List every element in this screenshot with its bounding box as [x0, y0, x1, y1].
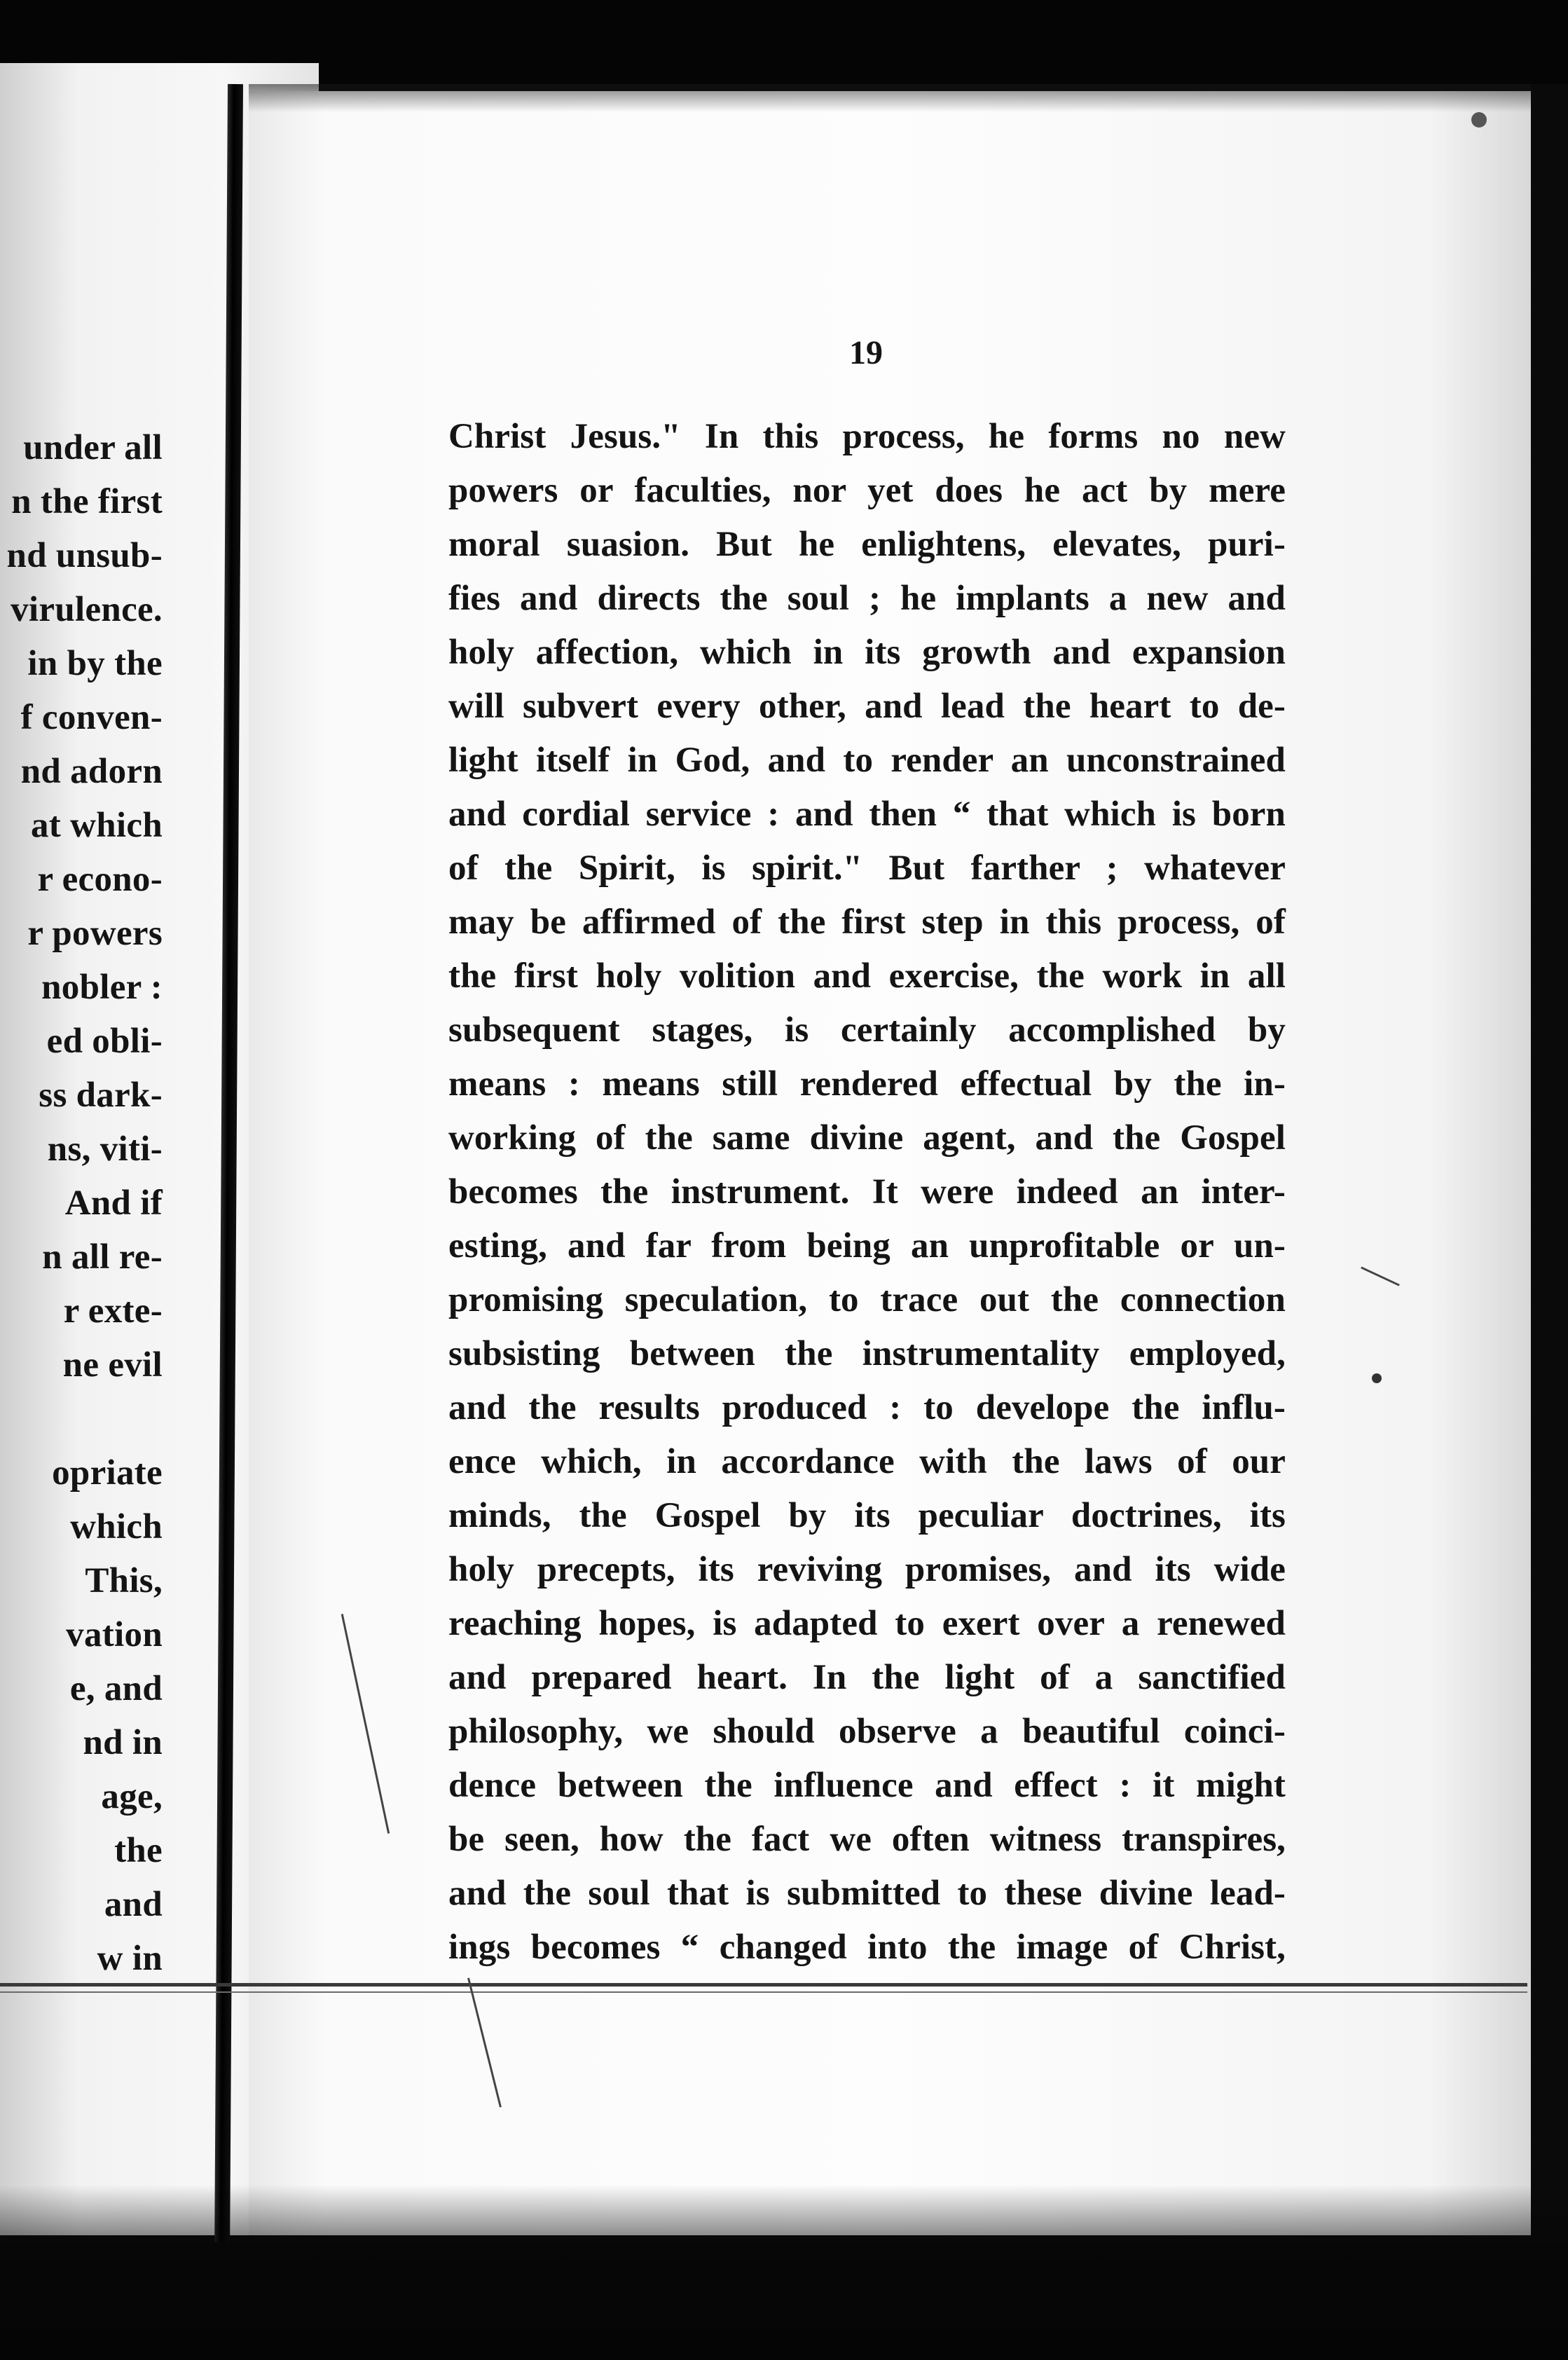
facing-page-line: which	[70, 1507, 163, 1546]
scan-speck	[1471, 112, 1487, 128]
text-line: light itself in God, and to render an unconstrained	[448, 741, 1286, 780]
text-line: working of the same divine agent, and the Gospel	[448, 1118, 1286, 1158]
facing-page-line: w in	[97, 1939, 163, 1978]
facing-page-line: n all re-	[42, 1237, 163, 1277]
page-number: 19	[849, 334, 883, 371]
facing-page-line: r powers	[27, 914, 163, 953]
text-line: subsequent stages, is certainly accomplished by	[448, 1010, 1286, 1050]
text-line: and cordial service : and then “ that which is born	[448, 795, 1286, 834]
facing-page-line: and	[104, 1885, 163, 1924]
facing-page-line: at which	[31, 806, 163, 845]
text-line: moral suasion. But he enlightens, elevates, puri-	[448, 525, 1286, 564]
text-line: means : means still rendered effectual by the in-	[448, 1064, 1286, 1104]
facing-page-line: r exte-	[63, 1291, 163, 1331]
facing-page-line: vation	[66, 1615, 163, 1654]
facing-page-line: in by the	[27, 644, 163, 683]
text-line: becomes the instrument. It were indeed an inter-	[448, 1172, 1286, 1212]
text-line: may be affirmed of the first step in this process, of	[448, 903, 1286, 942]
text-line: philosophy, we should observe a beautiful coinci-	[448, 1712, 1286, 1751]
facing-page-line: e, and	[69, 1669, 163, 1708]
facing-page-line: And if	[64, 1184, 163, 1223]
facing-page-line: n the first	[11, 482, 163, 521]
facing-page-line: under all	[23, 428, 163, 467]
text-line: and the results produced : to develope the influ-	[448, 1388, 1286, 1427]
text-line: be seen, how the fact we often witness transpires,	[448, 1820, 1286, 1859]
text-line: fies and directs the soul ; he implants a new and	[448, 579, 1286, 618]
text-line: minds, the Gospel by its peculiar doctrines, its	[448, 1496, 1286, 1535]
text-line: dence between the influence and effect : it might	[448, 1766, 1286, 1805]
text-line: esting, and far from being an unprofitable or un-	[448, 1226, 1286, 1265]
facing-page-line: nd adorn	[20, 752, 163, 791]
facing-page-line: age,	[101, 1777, 163, 1816]
text-line: of the Spirit, is spirit." But farther ; whatever	[448, 849, 1286, 888]
scan-speck	[1372, 1373, 1382, 1383]
scan-border-bottom	[0, 2185, 1568, 2360]
text-line: Christ Jesus." In this process, he forms no new	[448, 417, 1286, 456]
facing-page-line: This,	[85, 1561, 163, 1600]
body-text	[448, 410, 1286, 1975]
page-shadow	[249, 84, 1531, 112]
text-line: powers or faculties, nor yet does he act by mere	[448, 471, 1286, 510]
bottom-rule	[0, 1983, 1527, 1987]
facing-page-line: ed obli-	[46, 1022, 163, 1061]
text-line: and prepared heart. In the light of a sanctified	[448, 1658, 1286, 1697]
facing-page-line: f conven-	[20, 698, 163, 737]
facing-page-line: nd in	[83, 1723, 163, 1762]
facing-page-text	[0, 63, 223, 2235]
facing-page-line: ss dark-	[39, 1076, 163, 1115]
facing-page-line: ne evil	[62, 1345, 163, 1385]
text-line: holy precepts, its reviving promises, and its wide	[448, 1550, 1286, 1589]
bottom-rule-secondary	[0, 1991, 1527, 1993]
text-line: the first holy volition and exercise, the work in all	[448, 956, 1286, 996]
text-line: will subvert every other, and lead the heart to de-	[448, 687, 1286, 726]
text-line: and the soul that is submitted to these divine lead-	[448, 1874, 1286, 1913]
facing-page-line: nd unsub-	[6, 536, 163, 575]
text-line: holy affection, which in its growth and expansion	[448, 633, 1286, 672]
facing-page-line: the	[114, 1831, 163, 1870]
facing-page-line: opriate	[52, 1453, 163, 1493]
text-line: subsisting between the instrumentality employed,	[448, 1334, 1286, 1373]
facing-page-line: ns, viti-	[47, 1130, 163, 1169]
text-line: reaching hopes, is adapted to exert over a renewed	[448, 1604, 1286, 1643]
facing-page-line: virulence.	[11, 590, 163, 629]
text-line: promising speculation, to trace out the connection	[448, 1280, 1286, 1319]
text-line: ence which, in accordance with the laws of our	[448, 1442, 1286, 1481]
facing-page-line: nobler :	[41, 968, 163, 1007]
text-line: ings becomes “ changed into the image of Christ,	[448, 1928, 1286, 1967]
facing-page-line: r econo-	[37, 860, 163, 899]
